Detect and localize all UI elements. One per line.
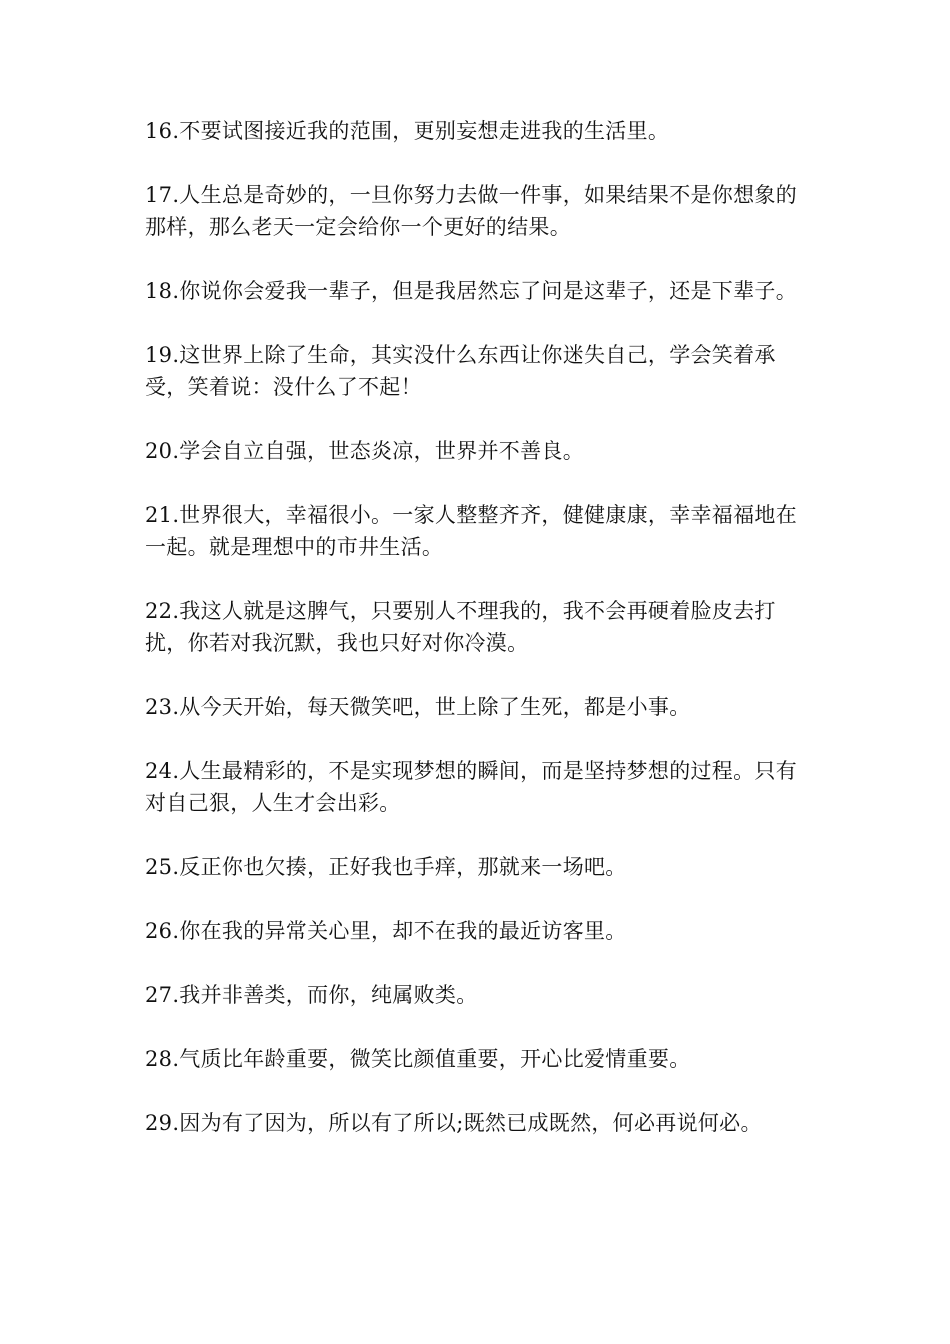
quote-item-17: 17.人生总是奇妙的，一旦你努力去做一件事，如果结果不是你想象的那样，那么老天一定会给你一个更好的结果。 bbox=[145, 183, 797, 239]
quote-item-22: 22.我这人就是这脾气，只要别人不理我的，我不会再硬着脸皮去打扰，你若对我沉默，我也只好对你冷漠。 bbox=[145, 599, 776, 655]
quote-list bbox=[145, 115, 810, 1139]
quote-item-27: 27.我并非善类，而你，纯属败类。 bbox=[145, 983, 478, 1007]
quote-item-21: 21.世界很大，幸福很小。一家人整整齐齐，健健康康，幸幸福福地在一起。就是理想中的市井生活。 bbox=[145, 503, 797, 559]
quote-item-16: 16.不要试图接近我的范围，更别妄想走进我的生活里。 bbox=[145, 119, 670, 143]
quote-item-26: 26.你在我的异常关心里，却不在我的最近访客里。 bbox=[145, 919, 627, 943]
quote-item-29: 29.因为有了因为，所以有了所以;既然已成既然，何必再说何必。 bbox=[145, 1111, 762, 1135]
quote-item-19: 19.这世界上除了生命，其实没什么东西让你迷失自己，学会笑着承受，笑着说：没什么了不起！ bbox=[145, 343, 776, 399]
quote-item-18: 18.你说你会爱我一辈子，但是我居然忘了问是这辈子，还是下辈子。 bbox=[145, 279, 797, 303]
quote-item-24: 24.人生最精彩的，不是实现梦想的瞬间，而是坚持梦想的过程。只有对自己狠，人生才会出彩。 bbox=[145, 759, 797, 815]
quote-item-28: 28.气质比年龄重要，微笑比颜值重要，开心比爱情重要。 bbox=[145, 1047, 691, 1071]
quote-item-25: 25.反正你也欠揍，正好我也手痒，那就来一场吧。 bbox=[145, 855, 627, 879]
quote-item-20: 20.学会自立自强，世态炎凉，世界并不善良。 bbox=[145, 439, 584, 463]
quote-item-23: 23.从今天开始，每天微笑吧，世上除了生死，都是小事。 bbox=[145, 695, 691, 719]
